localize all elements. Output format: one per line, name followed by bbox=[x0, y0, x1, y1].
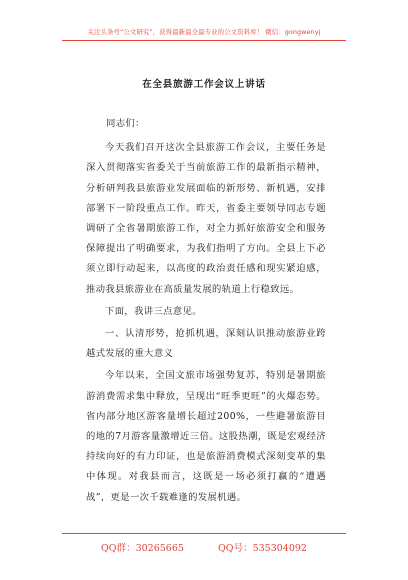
section-heading: 一、认清形势，抢抓机遇，深刻认识推动旅游业跨越式发展的重大意义 bbox=[86, 328, 326, 360]
qq-number-text: QQ号：535304092 bbox=[218, 543, 307, 554]
document-title: 在全县旅游工作会议上讲话 bbox=[142, 79, 266, 90]
body-paragraph: 今年以来，全国文旅市场强势复苏，特别是暑期旅游消费需求集中释放，呈现出“旺季更旺”的火爆态势。省内部分地区游客量增长超过200%，一些避暑旅游目的地的7月游客量激增近三倍。这股热潮，既是宏观经济持续向好的有力印证，也是旅游消费模式深刻变革的集中体现。对我县而言，这既是一场必须打赢的“遭遇战”，更是一次千载难逢的发展机遇。 bbox=[86, 370, 326, 503]
footer-divider bbox=[62, 533, 346, 534]
header-banner: 关注头条号“公文研究”，获得最新最全最专业的公文资料库！ 微信：gongwenyj bbox=[87, 28, 321, 36]
qq-group-text: QQ群：30265665 bbox=[101, 543, 184, 554]
document-body bbox=[86, 114, 326, 508]
footer-contact bbox=[0, 540, 408, 554]
greeting: 同志们： bbox=[106, 118, 145, 129]
header-divider bbox=[62, 40, 346, 41]
body-paragraph: 下面，我讲三点意见。 bbox=[105, 305, 202, 317]
body-paragraph: 今天我们召开这次全县旅游工作会议，主要任务是深入贯彻落实省委关于当前旅游工作的最新指示精神，分析研判我县旅游业发展面临的新形势、新机遇，安排部署下一阶段重点工作。昨天，省委主要领导同志专题调研了全省暑期旅游工作，对全力抓好旅游安全和服务保障提出了明确要求，为我们指明了方向。全县上下必须立即行动起来，以高度的政治责任感和现实紧迫感，推动我县旅游业在高质量发展的轨道上行稳致远。 bbox=[86, 142, 326, 295]
